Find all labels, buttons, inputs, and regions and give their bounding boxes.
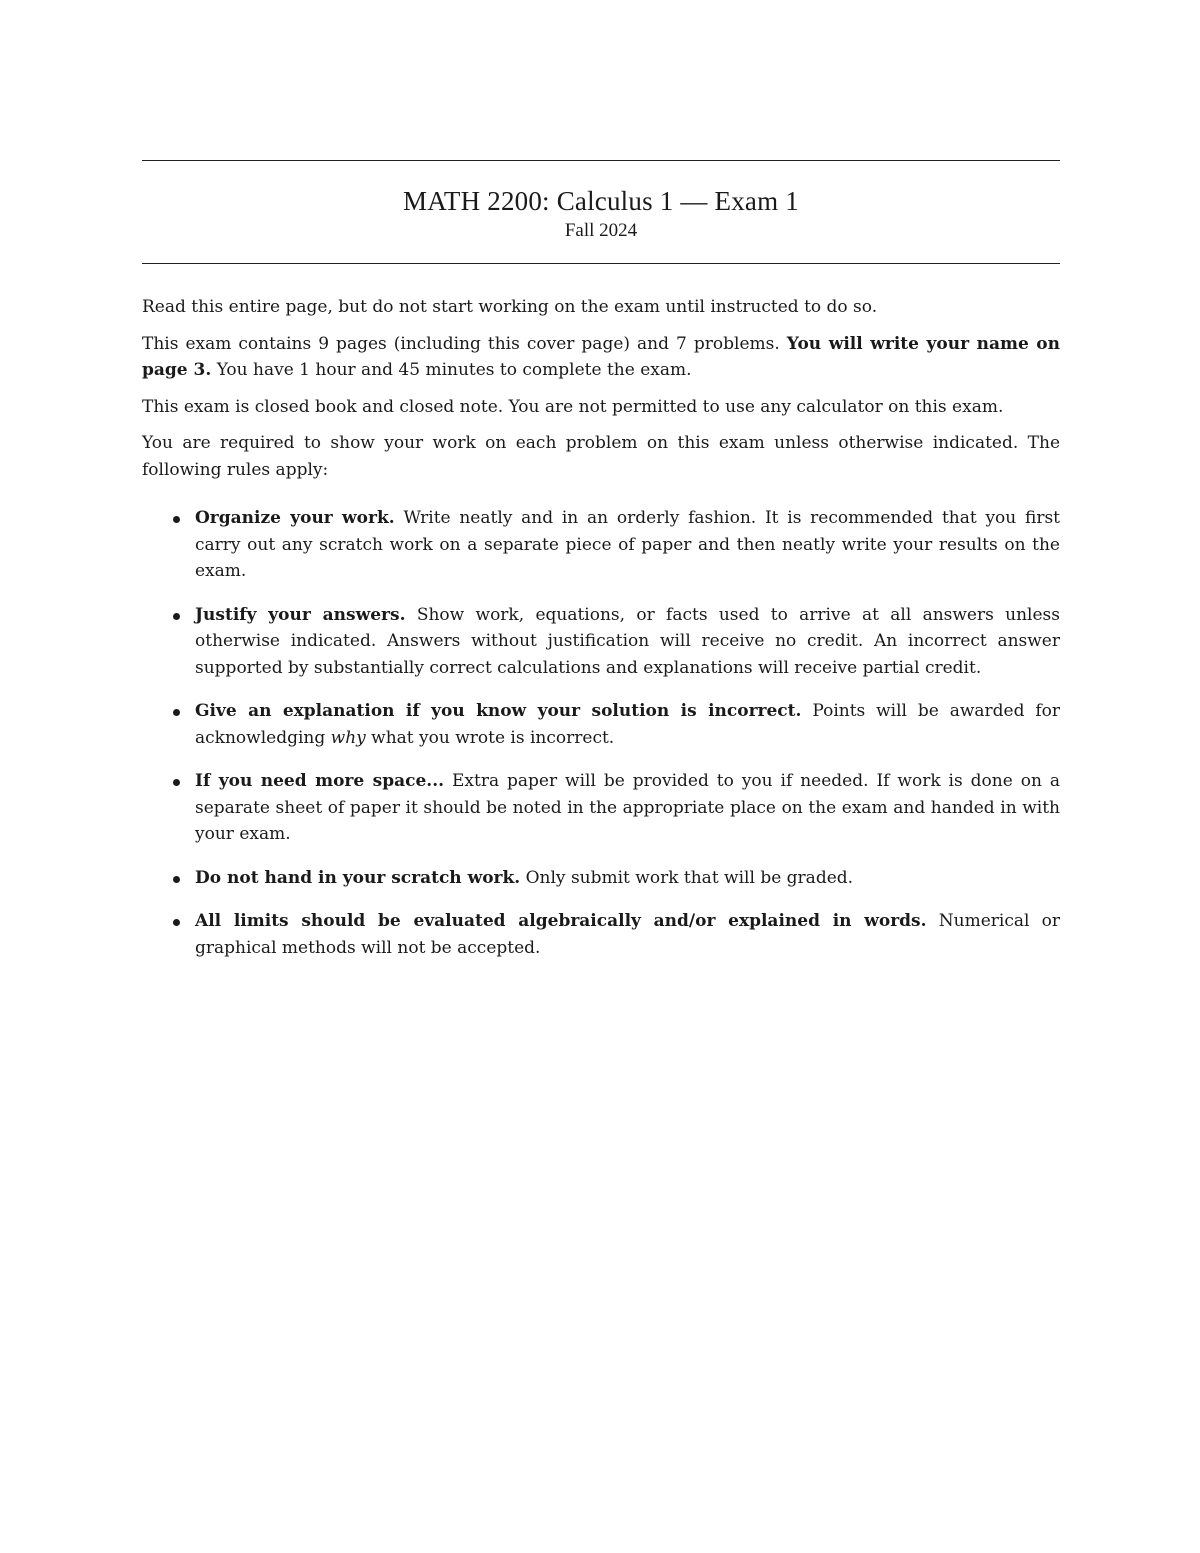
bullet-icon bbox=[173, 516, 180, 523]
rule-heading: If you need more space... bbox=[195, 771, 445, 791]
instructions bbox=[142, 294, 1060, 483]
rule-text: Write neatly and in an orderly fashion. It is recommended that you first carry out any scratch work on a separate piece of paper and then neatly write your results on the exam. bbox=[195, 508, 1061, 581]
rule-text: Only submit work that will be graded. bbox=[525, 867, 854, 888]
rule-heading: Organize your work. bbox=[195, 508, 395, 528]
rule-item bbox=[195, 768, 1060, 848]
intro-paragraph-1: Read this entire page, but do not start working on the exam until instructed to do so. bbox=[142, 297, 878, 317]
rule-item bbox=[195, 505, 1060, 585]
exam-title: MATH 2200: Calculus 1 — Exam 1 bbox=[403, 186, 799, 216]
exam-cover-page bbox=[142, 160, 1060, 978]
rule-heading: Do not hand in your scratch work. bbox=[195, 867, 521, 888]
rule-text-emphasis: why bbox=[330, 727, 366, 748]
intro-paragraph-2 bbox=[142, 331, 1060, 384]
rule-heading: All limits should be evaluated algebraically and/or explained in words. bbox=[195, 911, 927, 931]
rule-text: Extra paper will be provided to you if needed. If work is done on a separate sheet of paper it should be noted in the appropriate place on the exam and handed in with your exam. bbox=[195, 771, 1060, 844]
rule-item bbox=[195, 908, 1060, 961]
intro-paragraph-2-tail: You have 1 hour and 45 minutes to complete the exam. bbox=[216, 360, 692, 380]
intro-paragraph-2-text: This exam contains 9 pages (including this cover page) and 7 problems. bbox=[142, 333, 780, 354]
bottom-rule bbox=[142, 263, 1060, 264]
rule-text-tail: what you wrote is incorrect. bbox=[371, 727, 615, 748]
rules-list bbox=[142, 505, 1060, 961]
bullet-icon bbox=[173, 613, 180, 620]
rule-heading: Justify your answers. bbox=[195, 604, 406, 625]
rule-text: Points will be awarded for acknowledging bbox=[195, 701, 1061, 748]
bullet-icon bbox=[173, 876, 180, 883]
rule-item bbox=[195, 602, 1060, 682]
bullet-icon bbox=[173, 709, 180, 716]
rule-heading: Give an explanation if you know your solution is incorrect. bbox=[195, 701, 802, 721]
bullet-icon bbox=[173, 919, 180, 926]
exam-term: Fall 2024 bbox=[564, 220, 638, 241]
rule-item bbox=[195, 698, 1060, 751]
title-block bbox=[142, 161, 1060, 263]
rule-text: Show work, equations, or facts used to arrive at all answers unless otherwise indicated. Answers without justification will receive no credit. An incorrect answer supported by substantially correct calculations and explanations will receive partial credit. bbox=[195, 604, 1060, 678]
rule-text: Numerical or graphical methods will not be accepted. bbox=[195, 911, 1060, 958]
intro-paragraph-2-bold: You will write your name on page 3. bbox=[142, 333, 1061, 380]
intro-paragraph-3: This exam is closed book and closed note. You are not permitted to use any calculator on this exam. bbox=[142, 396, 1004, 417]
intro-paragraph-4: You are required to show your work on each problem on this exam unless otherwise indicated. The following rules apply: bbox=[142, 433, 1060, 480]
bullet-icon bbox=[173, 779, 180, 786]
rule-item bbox=[195, 865, 1060, 892]
